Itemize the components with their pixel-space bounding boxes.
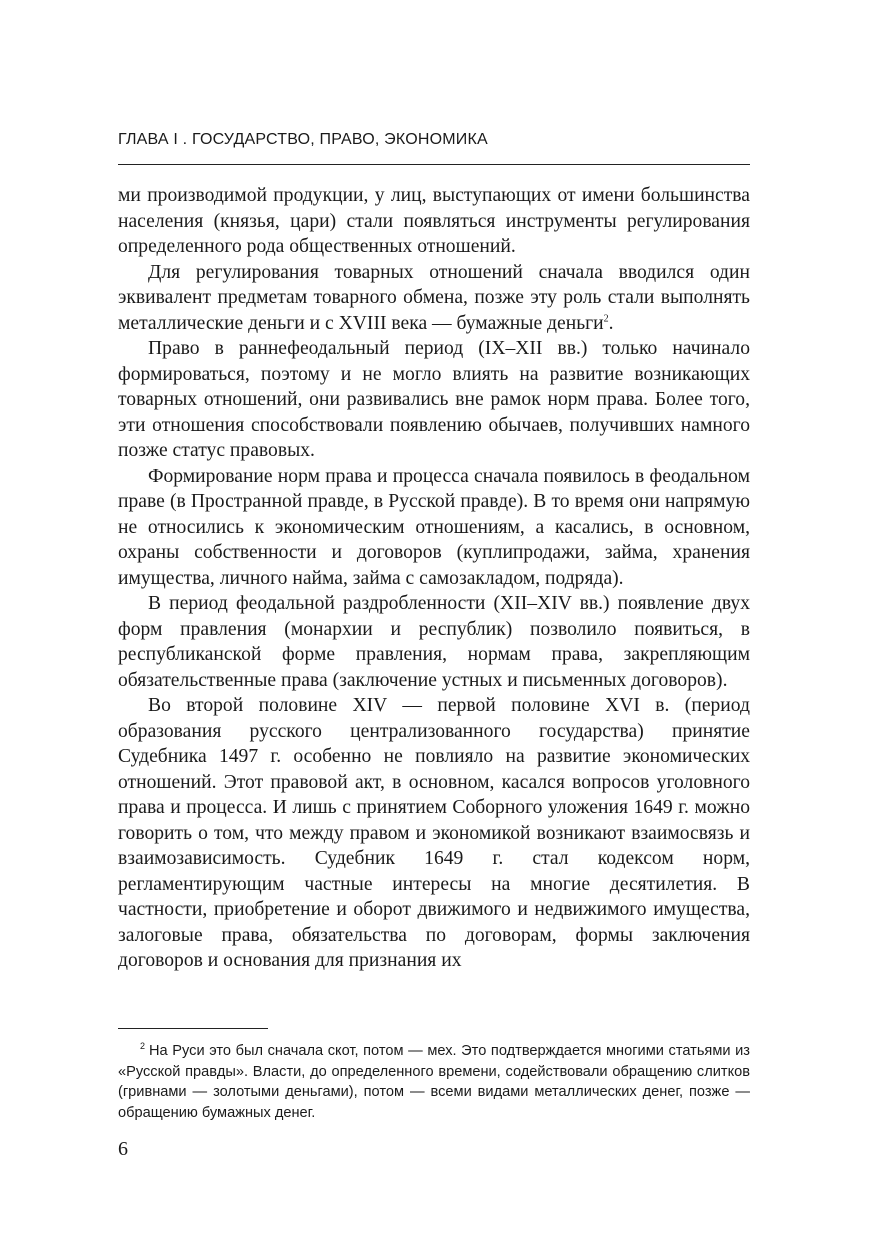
paragraph — [118, 260, 750, 337]
paragraph-text: Для регулирования товарных отношений сначала вводился один эквивалент предметам товарного обмена, позже эту роль стали выполнять металлические деньги и с XVIII века — бумажные деньги — [118, 261, 750, 334]
running-head: ГЛАВА I . ГОСУДАРСТВО, ПРАВО, ЭКОНОМИКА — [118, 131, 488, 148]
paragraph: ми производимой продукции, у лиц, выступающих от имени большинства населения (князья, цари) стали появляться инструменты регулирования определенного рода общественных отношений. — [118, 185, 750, 257]
paragraph: Право в раннефеодальный период (IX–XII вв.) только начинало формироваться, поэтому и не могло влиять на развитие возникающих товарных отношений, они развивались вне рамок норм права. Более того, эти отношения способствовали появлению обычаев, получивших намного позже статус правовых. — [118, 338, 750, 461]
header-rule — [118, 164, 750, 165]
footnote-text: На Руси это был сначала скот, потом — мех. Это подтверждается многими статьями из «Русской правды». Власти, до определенного времени, содействовали обращению слитков (гривнами — золотыми деньгами), потом — всеми видами металлических денег, позже — обращению бумажных денег. — [118, 1043, 750, 1121]
footnote-reference[interactable]: 2 — [603, 312, 609, 324]
paragraph: В период феодальной раздробленности (XII–XIV вв.) появление двух форм правления (монархии и республик) позволило появиться, в республиканской форме правления, нормам права, закрепляющим обязательственные права (заключение устных и письменных договоров). — [118, 593, 750, 691]
main-text — [118, 183, 750, 974]
page-number: 6 — [118, 1138, 128, 1160]
paragraph: Формирование норм права и процесса сначала появилось в феодальном праве (в Пространной правде, в Русской правде). В то время они напрямую не относились к экономическим отношениям, а касались, в основном, охраны собственности и договоров (куплипродажи, займа, хранения имущества, личного найма, займа с самозакладом, подряда). — [118, 465, 750, 589]
footnote-rule — [118, 1028, 268, 1029]
footnote-marker: 2 — [140, 1041, 146, 1052]
footnote — [118, 1041, 750, 1123]
paragraph-end: . — [608, 312, 614, 334]
paragraph: Во второй половине XIV — первой половине XVI в. (период образования русского централизованного государства) принятие Судебника 1497 г. особенно не повлияло на развитие экономических отношений. Этот правовой акт, в основном, касался вопросов уголовного права и процесса. И лишь с принятием Соборного уложения 1649 г. можно говорить о том, что между правом и экономикой возникают взаимосвязь и взаимозависимость. Судебник 1649 г. стал кодексом норм, регламентирующим частные интересы на многие десятилетия. В частности, приобретение и оборот движимого и недвижимого имущества, залоговые права, обязательства по договорам, формы заключения договоров и основания для признания их — [118, 695, 750, 971]
